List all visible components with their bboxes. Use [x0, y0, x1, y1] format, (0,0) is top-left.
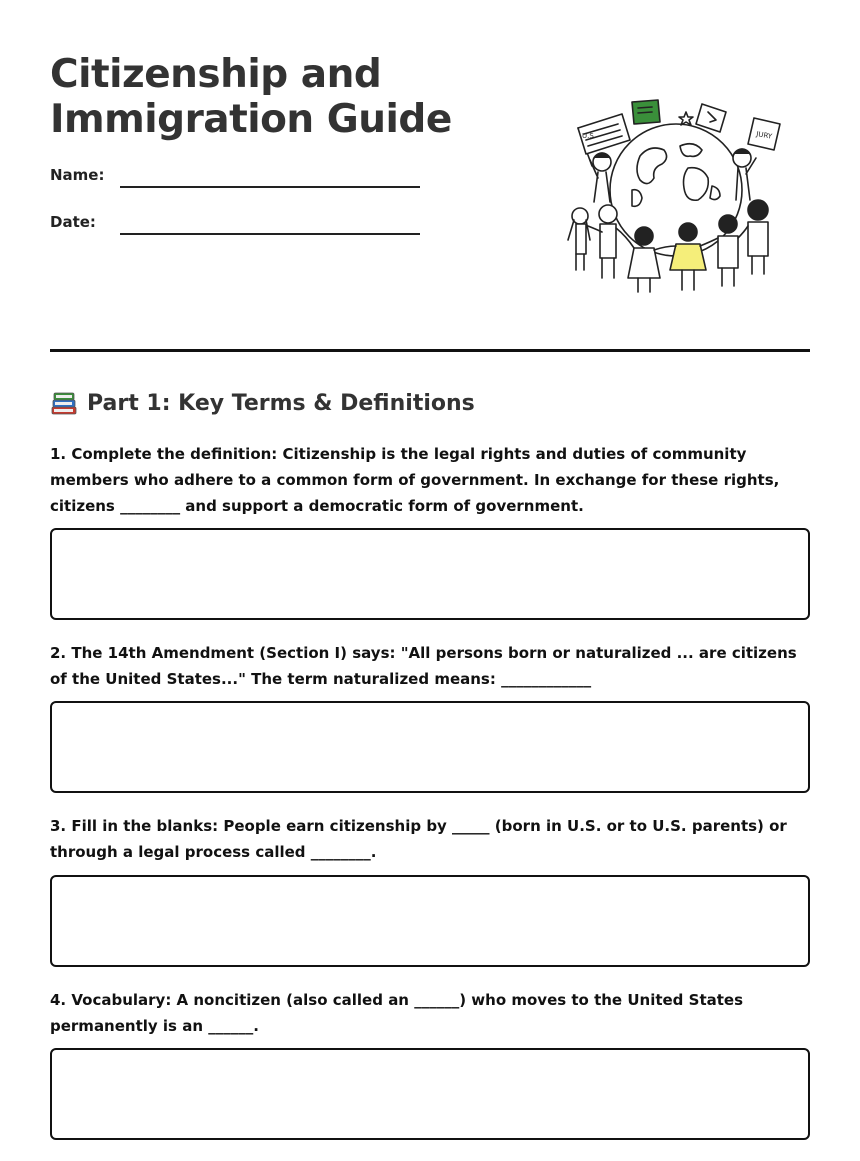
page-title: [50, 52, 452, 142]
question-1: 1. Complete the definition: Citizenship is the legal rights and duties of community members who adhere to a common form of government. In exchange for these rights, citizens ________ and support a democratic form of government.: [50, 445, 780, 515]
part1-heading-text: Part 1: Key Terms & Definitions: [87, 390, 475, 416]
title-line-2: Immigration Guide: [50, 97, 452, 142]
globe-children-illustration: [562, 98, 790, 298]
books-icon: [50, 390, 78, 416]
answer-box-3[interactable]: [50, 875, 810, 967]
us-flag-text: U.S.: [582, 132, 597, 140]
jury-text: JURY: [755, 130, 773, 141]
date-label: Date:: [50, 213, 96, 231]
part1-heading: [50, 390, 475, 416]
answer-box-4[interactable]: [50, 1048, 810, 1140]
question-2: 2. The 14th Amendment (Section I) says: "All persons born or naturalized ... are citizens of the United States..." The term naturalized means: ____________: [50, 644, 797, 688]
answer-box-1[interactable]: [50, 528, 810, 620]
date-field[interactable]: [120, 233, 420, 235]
title-line-1: Citizenship and: [50, 52, 382, 97]
question-3: 3. Fill in the blanks: People earn citizenship by _____ (born in U.S. or to U.S. parents) or through a legal process called ________.: [50, 817, 787, 861]
name-field[interactable]: [120, 186, 420, 188]
header-divider: [50, 349, 810, 352]
answer-box-2[interactable]: [50, 701, 810, 793]
question-4: 4. Vocabulary: A noncitizen (also called an ______) who moves to the United States permanently is an ______.: [50, 991, 744, 1035]
name-label: Name:: [50, 166, 105, 184]
